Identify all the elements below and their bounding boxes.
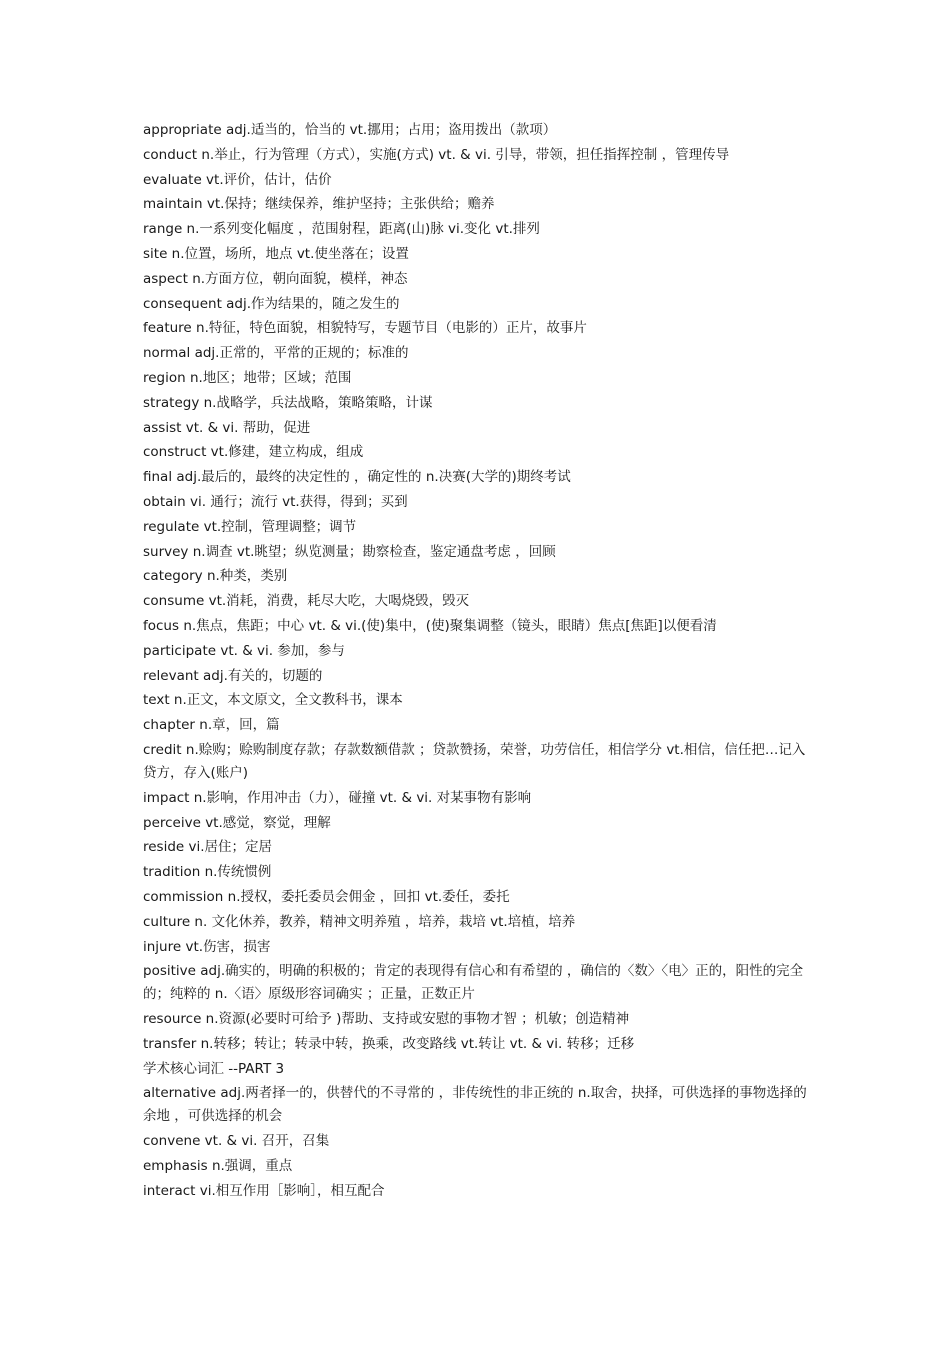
vocab-entry: focus n.焦点，焦距；中心 vt. & vi.(使)集中，(使)聚集调整（镜头，眼睛）焦点[焦距]以便看清 [143, 617, 717, 634]
vocab-entry: emphasis n.强调，重点 [143, 1158, 293, 1175]
vocab-entry: reside vi.居住；定居 [143, 839, 273, 856]
vocab-entry: interact vi.相互作用［影响］，相互配合 [143, 1182, 385, 1199]
vocab-entry: survey n.调查 vt.眺望；纵览测量；勘察检查，鉴定通盘考虑 ，回顾 [143, 543, 556, 560]
vocab-entry: convene vt. & vi. 召开，召集 [143, 1133, 330, 1150]
vocab-entry: obtain vi. 通行；流行 vt.获得，得到；买到 [143, 493, 408, 510]
vocab-entry: consume vt.消耗，消费，耗尽大吃，大喝烧毁，毁灭 [143, 593, 470, 610]
vocab-entry: relevant adj.有关的，切题的 [143, 667, 323, 684]
vocab-entry: commission n.授权，委托委员会佣金 ，回扣 vt.委任，委托 [143, 888, 510, 905]
vocab-entry: site n.位置，场所，地点 vt.使坐落在；设置 [143, 245, 409, 262]
vocab-entry: regulate vt.控制，管理调整；调节 [143, 518, 357, 535]
vocab-entry: construct vt.修建，建立构成，组成 [143, 444, 364, 461]
vocab-entry: resource n.资源(必要时可给予 )帮助、支持或安慰的事物才智 ；机敏；创造精神 [143, 1011, 630, 1028]
vocab-entry: chapter n.章，回，篇 [143, 717, 280, 734]
vocab-entry: impact n.影响，作用冲击（力），碰撞 vt. & vi. 对某事物有影响 [143, 789, 532, 806]
vocabulary-list [143, 119, 808, 1205]
vocab-entry: region n.地区；地带；区域；范围 [143, 369, 352, 386]
vocab-entry: strategy n.战略学，兵法战略，策略策略，计谋 [143, 394, 433, 411]
vocab-entry: conduct n.举止，行为管理（方式），实施(方式) vt. & vi. 引导，带领，担任指挥控制 ，管理传导 [143, 146, 730, 163]
vocab-entry: normal adj.正常的，平常的正规的；标准的 [143, 345, 409, 362]
vocab-entry: tradition n.传统惯例 [143, 864, 272, 881]
vocab-entry: credit n.赊购；赊购制度存款；存款数额借款 ；贷款赞扬，荣誉，功劳信任，相信学分 vt.相信，信任把…记入贷方，存入(账户) [143, 741, 806, 781]
vocab-entry: alternative adj.两者择一的，供替代的不寻常的 ，非传统性的非正统的 n.取舍，抉择，可供选择的事物选择的余地 ，可供选择的机会 [143, 1085, 807, 1125]
vocab-entry: category n.种类，类别 [143, 568, 288, 585]
vocab-entry: assist vt. & vi. 帮助，促进 [143, 419, 311, 436]
vocab-entry: positive adj.确实的，明确的积极的；肯定的表现得有信心和有希望的 ，确信的〈数〉〈电〉正的，阳性的完全的；纯粹的 n.〈语〉原级形容词确实 ；正量，正数正片 [143, 963, 804, 1003]
section-heading: 学术核心词汇 --PART 3 [143, 1060, 285, 1077]
vocab-entry: injure vt.伤害，损害 [143, 938, 271, 955]
vocab-entry: participate vt. & vi. 参加，参与 [143, 642, 345, 659]
vocab-entry: range n.一系列变化幅度 ，范围射程，距离(山)脉 vi.变化 vt.排列 [143, 221, 540, 238]
vocab-entry: feature n.特征，特色面貌，相貌特写，专题节目（电影的）正片，故事片 [143, 320, 587, 337]
vocab-entry: final adj.最后的，最终的决定性的 ，确定性的 n.决赛(大学的)期终考试 [143, 469, 571, 486]
vocab-entry: text n.正文，本文原文，全文教科书，课本 [143, 692, 403, 709]
vocab-entry: maintain vt.保持；继续保养，维护坚持；主张供给；赡养 [143, 196, 495, 213]
vocab-entry: appropriate adj.适当的，恰当的 vt.挪用；占用；盗用拨出（款项） [143, 122, 557, 138]
vocab-entry: perceive vt.感觉，察觉，理解 [143, 814, 331, 831]
vocab-entry: transfer n.转移；转让；转录中转，换乘，改变路线 vt.转让 vt. & vi. 转移；迁移 [143, 1035, 635, 1052]
vocab-entry: culture n. 文化休养，教养，精神文明养殖 ，培养，栽培 vt.培植，培养 [143, 913, 576, 930]
vocab-entry: aspect n.方面方位，朝向面貌，模样，神态 [143, 270, 408, 287]
vocab-entry: evaluate vt.评价，估计，估价 [143, 171, 332, 188]
vocab-entry: consequent adj.作为结果的，随之发生的 [143, 295, 400, 312]
